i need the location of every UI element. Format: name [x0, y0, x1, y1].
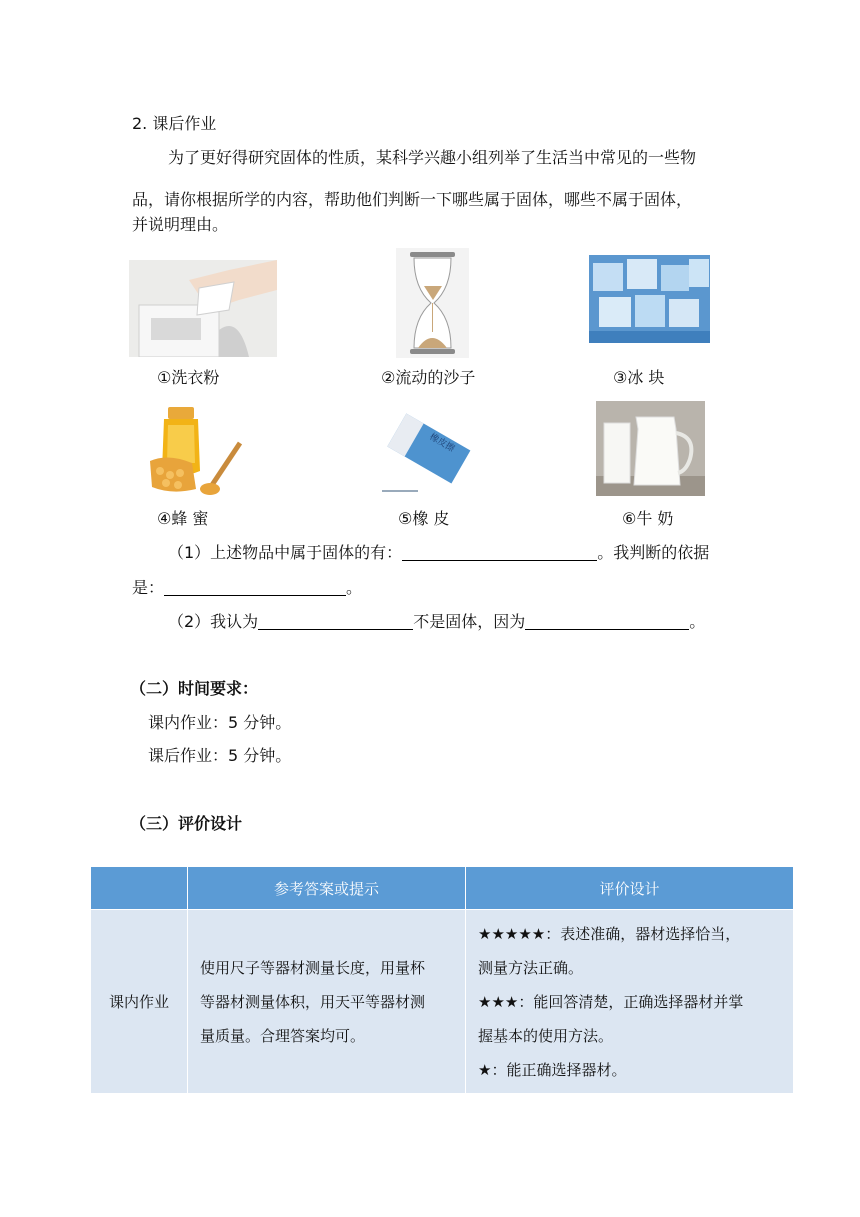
time-line-2: 课后作业：5 分钟。 [148, 746, 292, 765]
answer-line-3: 量质量。合理答案均可。 [200, 1026, 366, 1045]
caption-sand: ②流动的沙子 [381, 368, 476, 387]
eraser-image [378, 401, 478, 496]
eval-line-4: 握基本的使用方法。 [478, 1026, 614, 1045]
q2-item-blank[interactable] [258, 611, 413, 630]
question-2 [168, 609, 705, 632]
row-evaluation [466, 910, 794, 1094]
intro-line-2: 品，请你根据所学的内容，帮助他们判断一下哪些属于固体，哪些不属于固体， [132, 190, 693, 209]
caption-milk: ⑥牛 奶 [622, 509, 674, 528]
evaluation-table [90, 866, 794, 1094]
q2-middle: 不是固体，因为 [413, 612, 526, 631]
caption-ice: ③冰 块 [613, 368, 665, 387]
question-1-line-1 [168, 540, 709, 563]
eval-line-5: ★：能正确选择器材。 [478, 1060, 627, 1079]
milk-image [596, 401, 705, 496]
table-header-evaluation: 评价设计 [466, 867, 794, 910]
q2-reason-blank[interactable] [525, 611, 689, 630]
q1-reason-blank[interactable] [164, 577, 346, 596]
q2-prefix: （2）我认为 [168, 612, 259, 631]
ice-cubes-image [589, 255, 710, 343]
q1-suffix: 。我判断的依据 [597, 543, 710, 562]
q1-line2-suffix: 。 [346, 578, 363, 597]
intro-line-1: 为了更好得研究固体的性质，某科学兴趣小组列举了生活当中常见的一些物 [168, 148, 697, 167]
time-line-1: 课内作业：5 分钟。 [148, 713, 292, 732]
intro-line-3: 并说明理由。 [132, 215, 229, 234]
table-header-row [91, 867, 794, 910]
eval-line-2: 测量方法正确。 [478, 958, 584, 977]
caption-detergent: ①洗衣粉 [157, 368, 220, 387]
row-label: 课内作业 [91, 910, 188, 1094]
hourglass-image [396, 248, 469, 358]
detergent-image [129, 260, 277, 357]
table-header-blank [91, 867, 188, 910]
caption-honey: ④蜂 蜜 [157, 509, 209, 528]
q1-answer-blank[interactable] [402, 542, 597, 561]
eval-line-1: ★★★★★：表述准确，器材选择恰当， [478, 924, 741, 943]
answer-line-1: 使用尺子等器材测量长度，用量杯 [200, 958, 426, 977]
time-heading: （二）时间要求： [130, 679, 259, 698]
table-row [91, 910, 794, 1094]
answer-line-2: 等器材测量体积，用天平等器材测 [200, 992, 426, 1011]
q1-line2-prefix: 是： [132, 578, 165, 597]
q2-suffix: 。 [689, 612, 706, 631]
question-1-line-2 [132, 575, 362, 598]
eval-line-3: ★★★：能回答清楚，正确选择器材并掌 [478, 992, 744, 1011]
table-header-answer: 参考答案或提示 [188, 867, 466, 910]
eval-heading: （三）评价设计 [130, 814, 243, 833]
eraser-label: 橡皮擦 [427, 432, 456, 455]
q1-prefix: （1）上述物品中属于固体的有： [168, 543, 403, 562]
homework-title: 2. 课后作业 [132, 114, 217, 133]
caption-eraser: ⑤橡 皮 [398, 509, 450, 528]
row-answer [188, 910, 466, 1094]
honey-image [148, 401, 248, 498]
